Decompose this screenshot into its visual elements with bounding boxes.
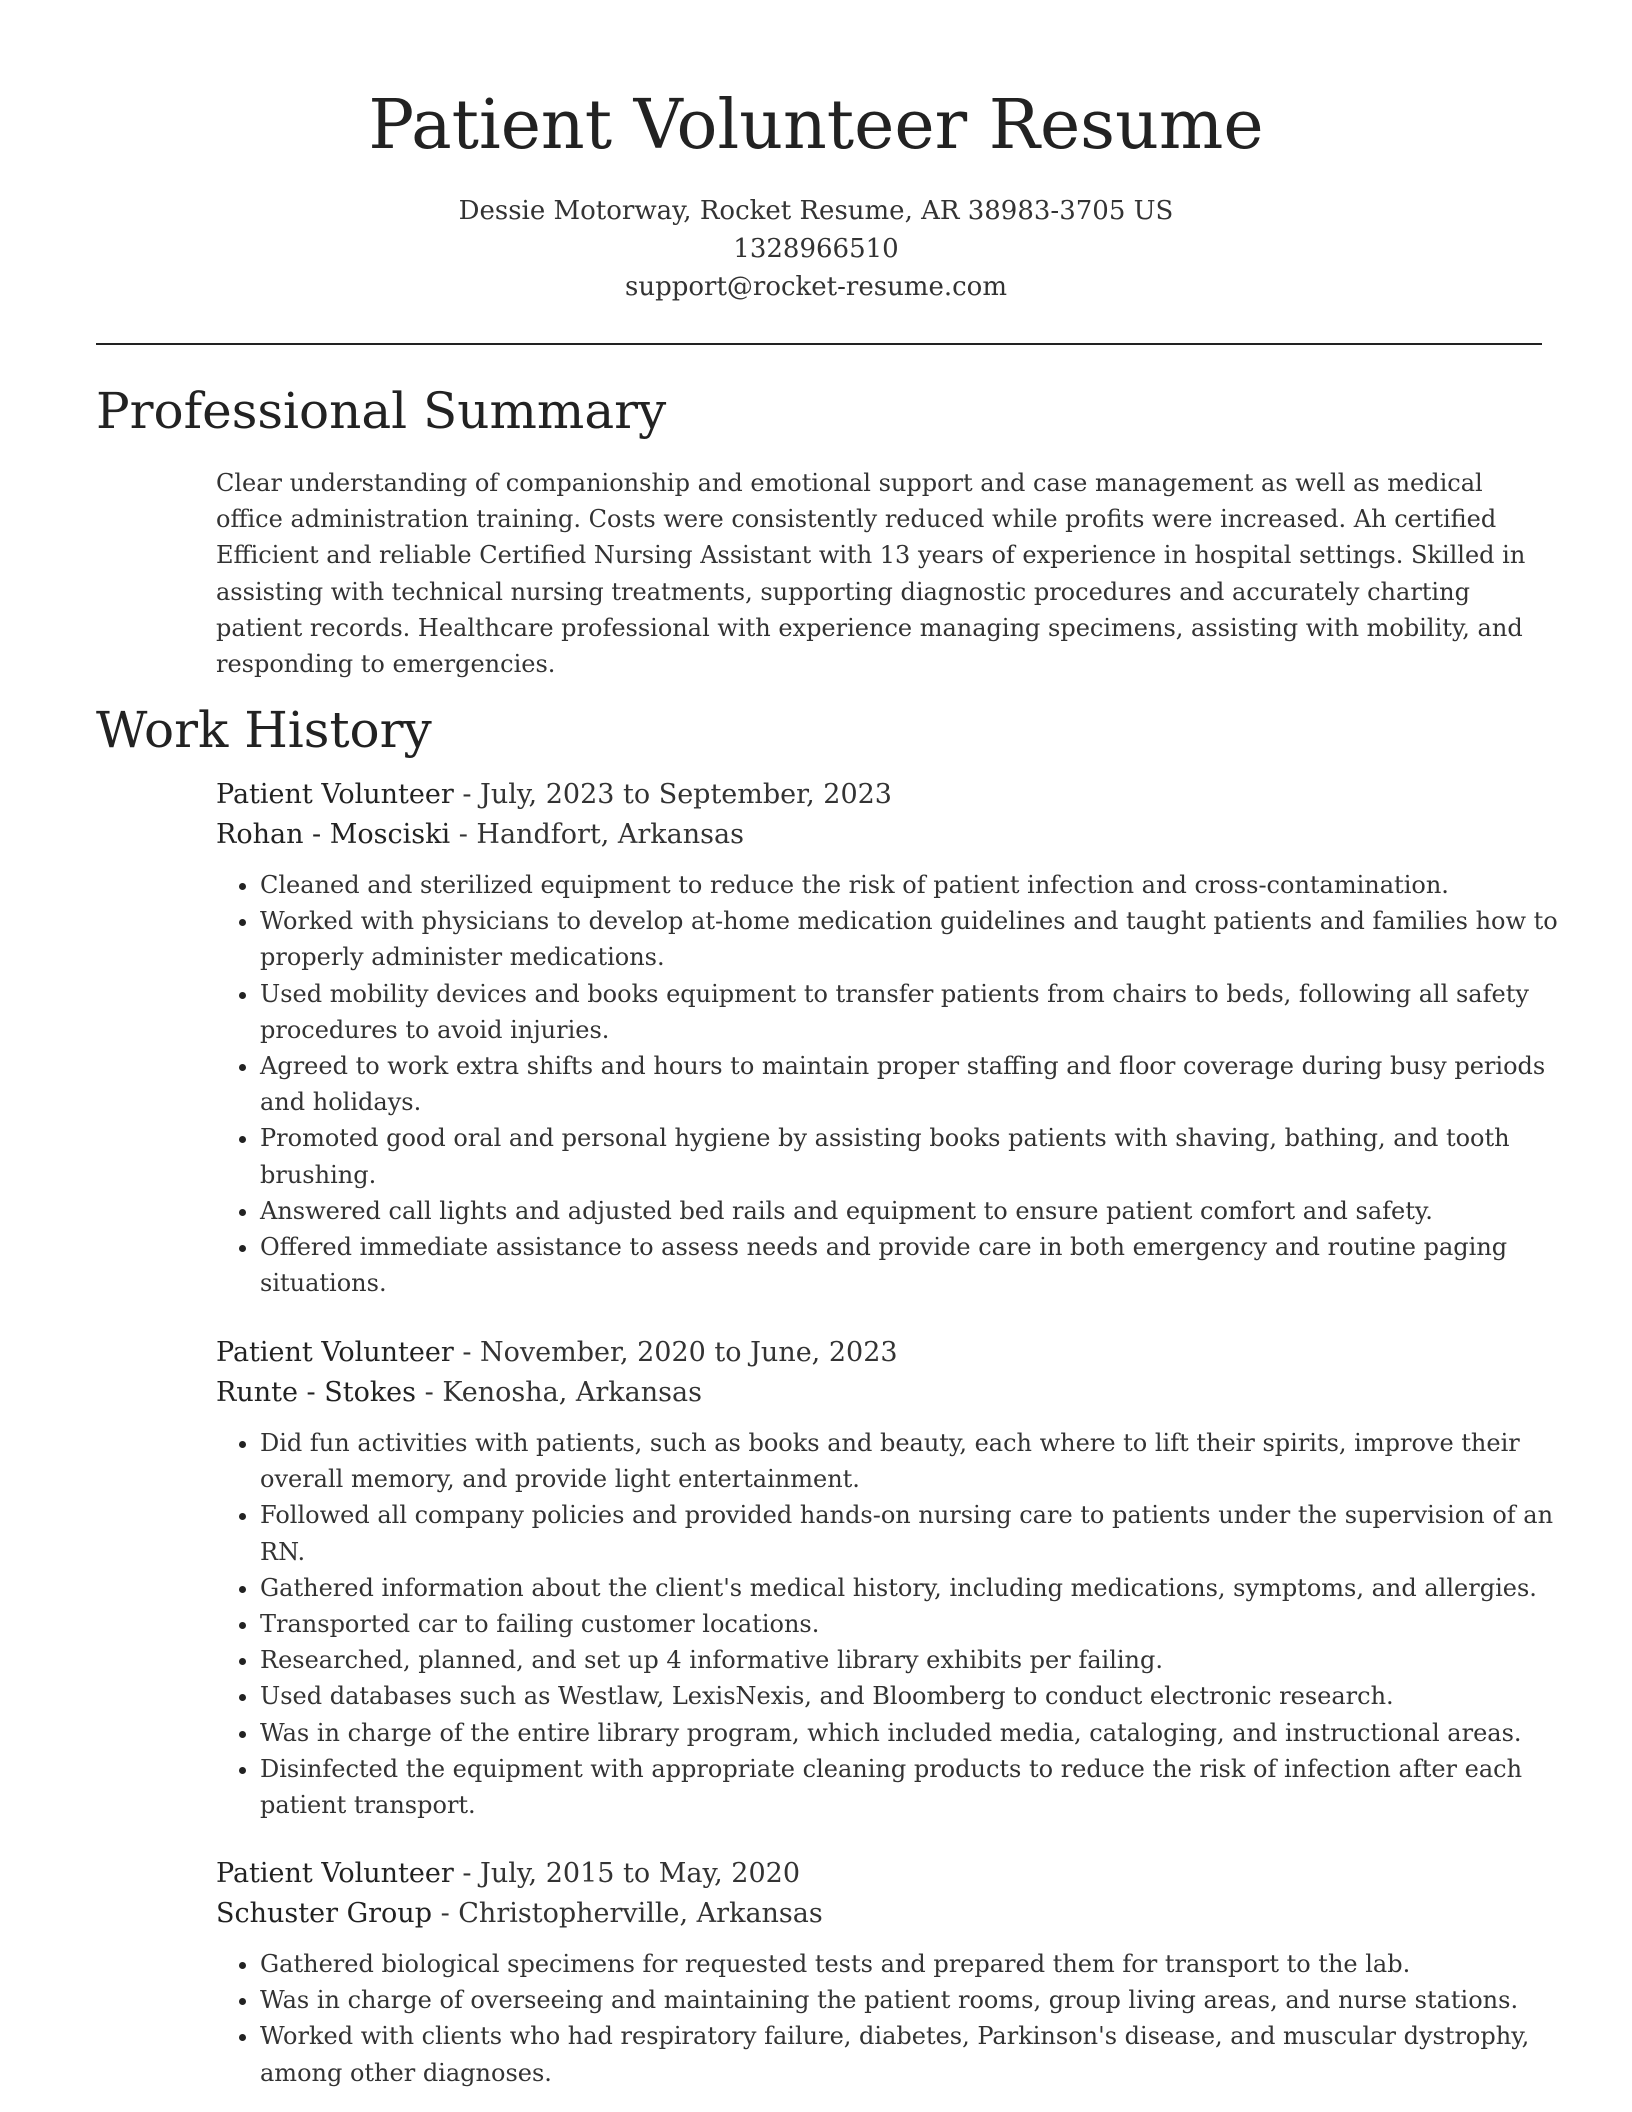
job-company-line <box>216 1894 1561 1934</box>
job-company: Schuster Group <box>216 1898 432 1929</box>
job-bullet-list <box>216 1946 1561 2091</box>
job-bullet-list <box>216 1425 1561 1823</box>
job-bullet-list <box>216 867 1561 1301</box>
resume-title: Patient Volunteer Resume <box>368 86 1264 165</box>
job-title-line <box>216 775 1561 815</box>
list-item: • Agreed to work extra shifts and hours to maintain proper staffing and floor coverage during busy periods and holidays. <box>260 1048 1561 1120</box>
summary-text: Clear understanding of companionship and emotional support and case management as well as medical office administration training. Costs were consistently reduced while profits were increased. Ah certified Efficient and reliable Certified Nursing Assistant with 13 years of experience in hospital settings. Skilled in assisting with technical nursing treatments, supporting diagnostic procedures and accurately charting patient records. Healthcare professional with experience managing specimens, assisting with mobility, and responding to emergencies. <box>216 469 1526 679</box>
job-company: Rohan - Mosciski <box>216 819 451 850</box>
job-role: Patient Volunteer <box>216 779 454 810</box>
list-item: • Disinfected the equipment with appropriate cleaning products to reduce the risk of infection after each patient transport. <box>260 1751 1561 1823</box>
job-dates: - November, 2020 to June, 2023 <box>453 1337 898 1368</box>
contact-block <box>0 192 1632 306</box>
list-item: • Was in charge of the entire library program, which included media, cataloging, and instructional areas. <box>260 1715 1561 1751</box>
list-item: • Followed all company policies and provided hands-on nursing care to patients under the supervision of an RN. <box>260 1497 1561 1569</box>
contact-address: Dessie Motorway, Rocket Resume, AR 38983-3705 US <box>458 196 1174 226</box>
job-company-line <box>216 1373 1561 1413</box>
work-history-heading: Work History <box>96 701 432 759</box>
contact-email: support@rocket-resume.com <box>624 272 1007 302</box>
list-item: • Cleaned and sterilized equipment to reduce the risk of patient infection and cross-contamination. <box>260 867 1561 903</box>
list-item: • Worked with physicians to develop at-home medication guidelines and taught patients and families how to properly administer medications. <box>260 903 1561 975</box>
job-entry <box>216 1333 1561 1823</box>
header-divider <box>96 343 1542 345</box>
list-item: • Transported car to failing customer locations. <box>260 1606 1561 1642</box>
job-dates: - July, 2023 to September, 2023 <box>453 779 892 810</box>
list-item: • Was in charge of overseeing and maintaining the patient rooms, group living areas, and nurse stations. <box>260 1982 1561 2018</box>
summary-heading: Professional Summary <box>96 382 667 440</box>
job-title-line <box>216 1854 1561 1894</box>
list-item: • Worked with clients who had respiratory failure, diabetes, Parkinson's disease, and muscular dystrophy, among other diagnoses. <box>260 2018 1561 2090</box>
list-item: • Offered immediate assistance to assess needs and provide care in both emergency and routine paging situations. <box>260 1229 1561 1301</box>
contact-phone: 1328966510 <box>733 234 899 264</box>
job-location: - Christopherville, Arkansas <box>431 1898 823 1929</box>
job-role: Patient Volunteer <box>216 1337 454 1368</box>
list-item: • Answered call lights and adjusted bed rails and equipment to ensure patient comfort and safety. <box>260 1193 1561 1229</box>
job-role: Patient Volunteer <box>216 1858 454 1889</box>
list-item: • Gathered information about the client's medical history, including medications, symptoms, and allergies. <box>260 1570 1561 1606</box>
job-company: Runte - Stokes <box>216 1377 417 1408</box>
list-item: • Gathered biological specimens for requested tests and prepared them for transport to the lab. <box>260 1946 1561 1982</box>
list-item: • Researched, planned, and set up 4 informative library exhibits per failing. <box>260 1642 1561 1678</box>
list-item: • Used databases such as Westlaw, LexisNexis, and Bloomberg to conduct electronic research. <box>260 1678 1561 1714</box>
job-dates: - July, 2015 to May, 2020 <box>453 1858 800 1889</box>
job-entry <box>216 1854 1561 2091</box>
job-location: - Kenosha, Arkansas <box>416 1377 702 1408</box>
list-item: • Did fun activities with patients, such as books and beauty, each where to lift their spirits, improve their overall memory, and provide light entertainment. <box>260 1425 1561 1497</box>
list-item: • Promoted good oral and personal hygiene by assisting books patients with shaving, bathing, and tooth brushing. <box>260 1120 1561 1192</box>
job-company-line <box>216 815 1561 855</box>
job-entry <box>216 775 1561 1301</box>
list-item: • Used mobility devices and books equipment to transfer patients from chairs to beds, following all safety procedures to avoid injuries. <box>260 976 1561 1048</box>
job-location: - Handfort, Arkansas <box>450 819 744 850</box>
job-title-line <box>216 1333 1561 1373</box>
